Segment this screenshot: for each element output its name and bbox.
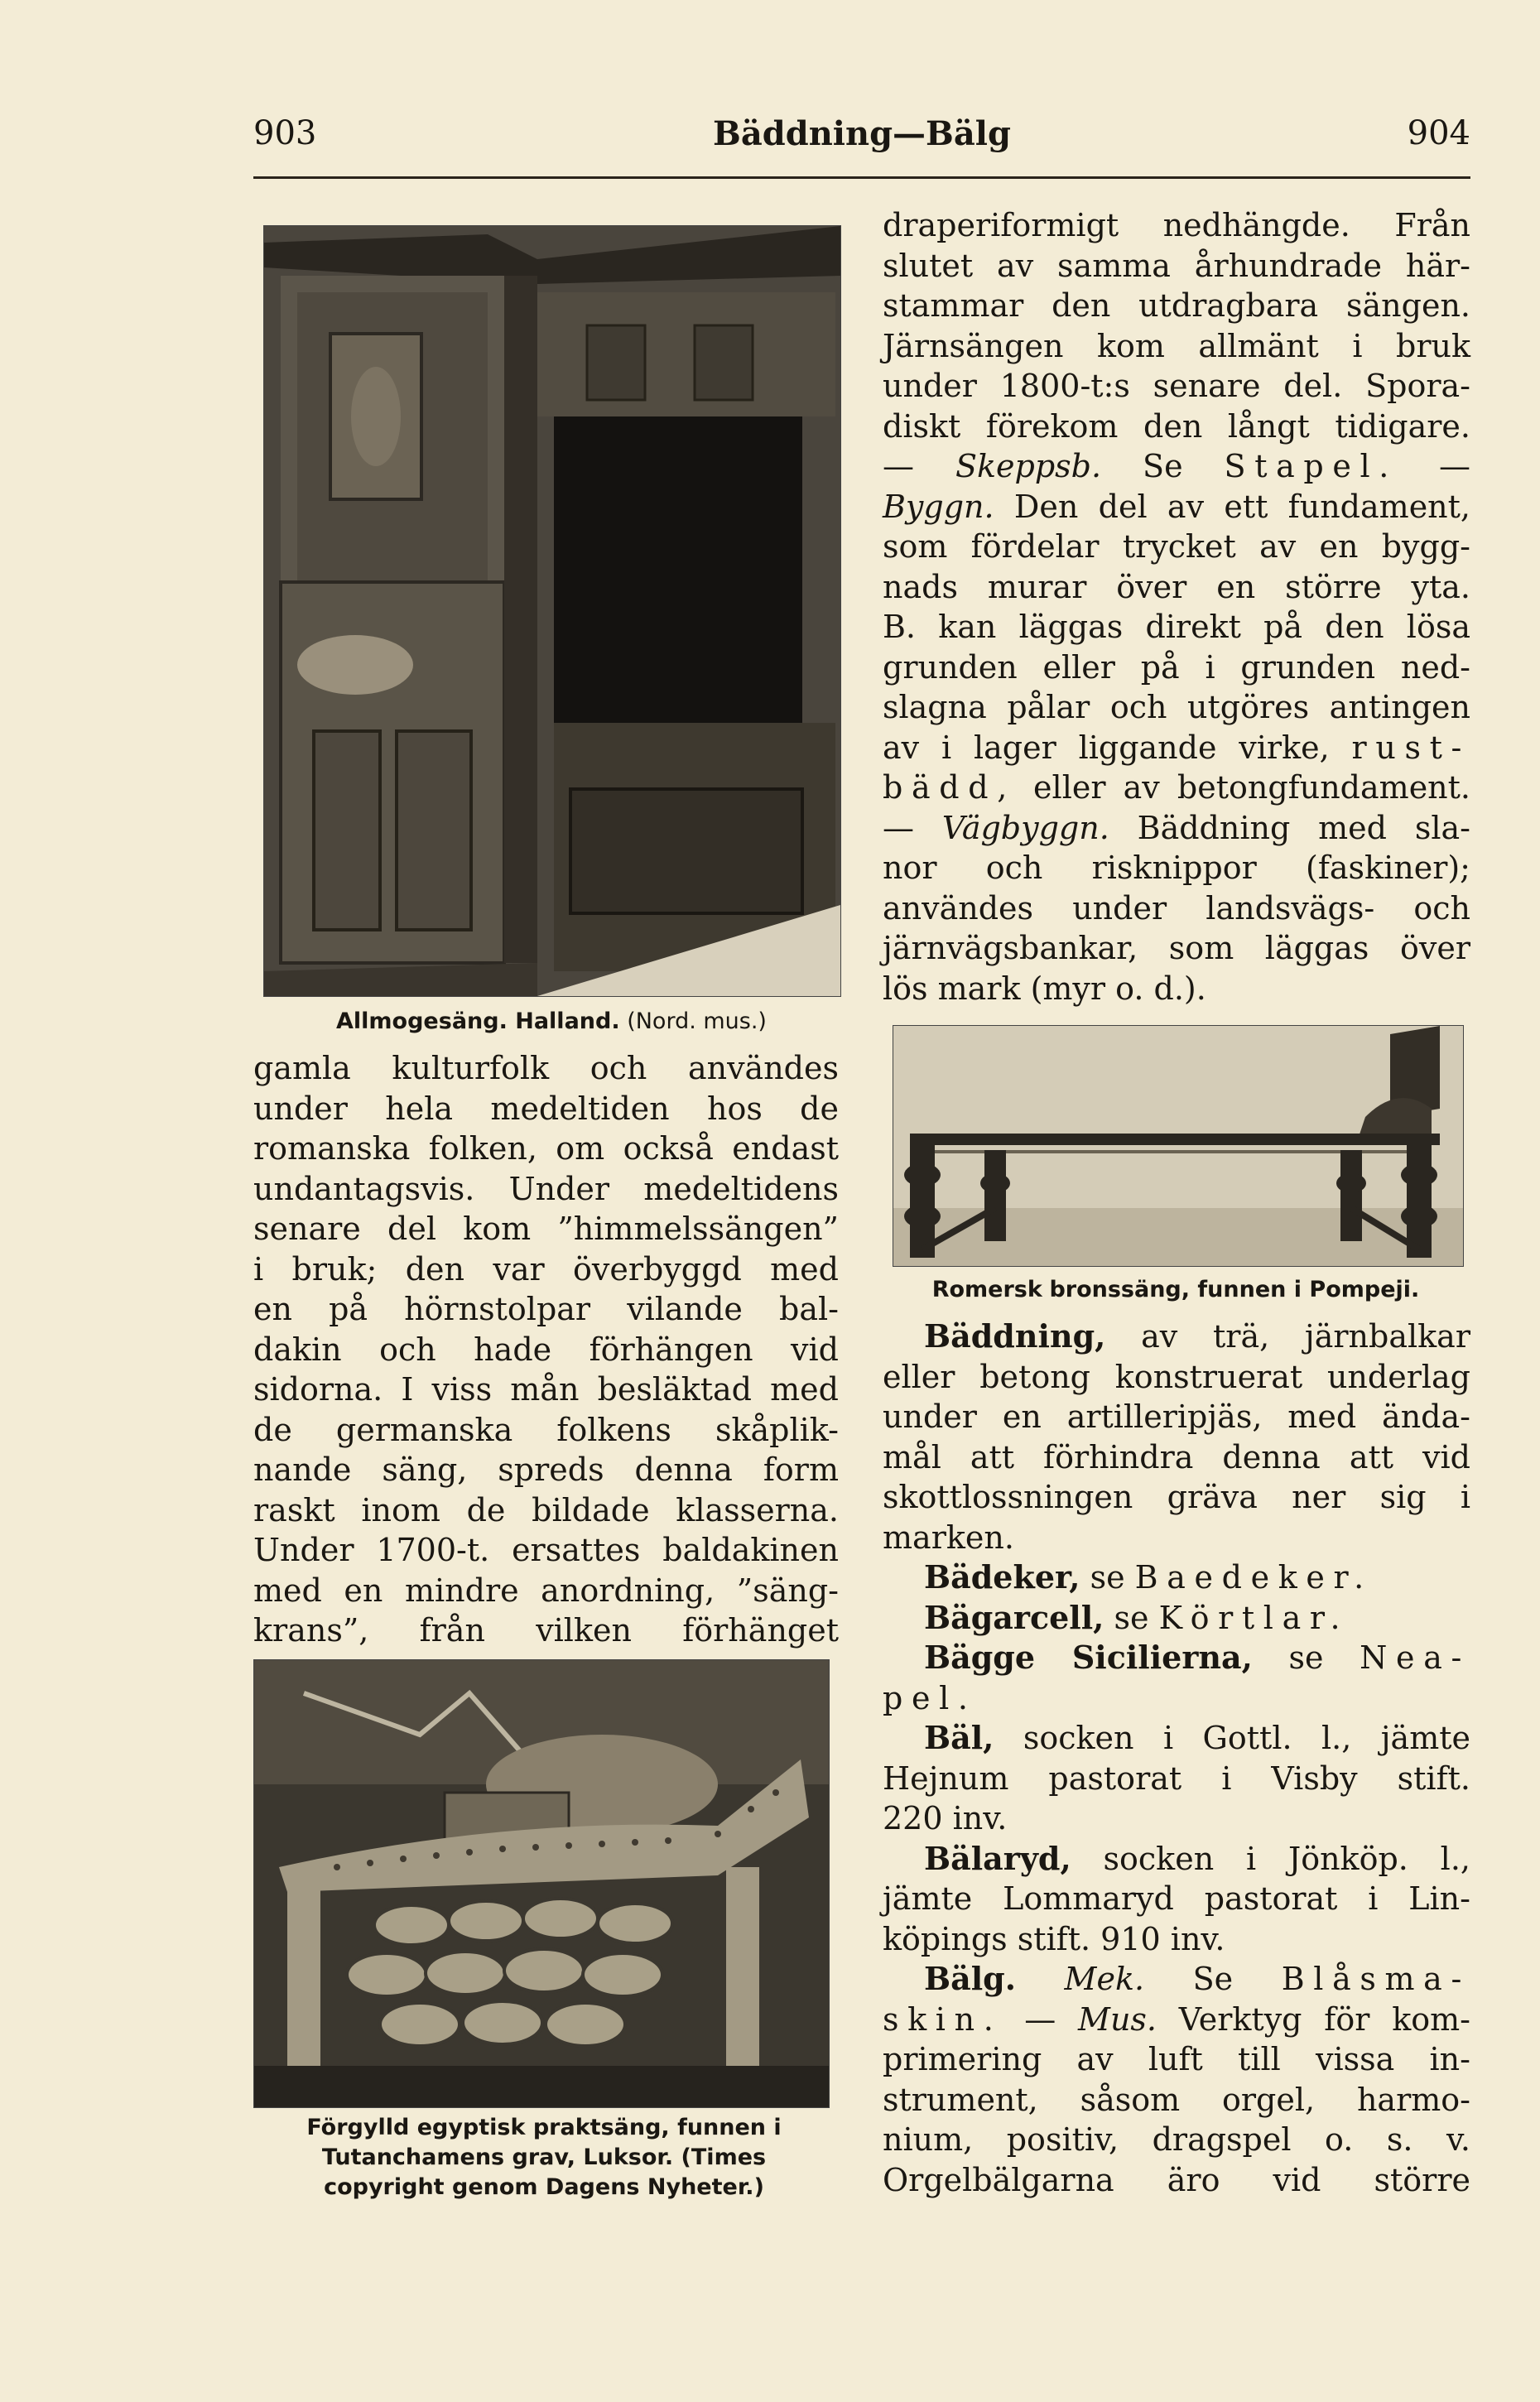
caption-egyptian-bed (248, 2113, 840, 2202)
headword-balg: Bälg. (924, 1960, 1016, 1997)
byggn-line-6: slagna pålar och utgöres antingen (883, 689, 1470, 725)
dash: — (1439, 448, 1470, 484)
headword-badeker: Bädeker, (924, 1558, 1080, 1596)
entry-text: socken i Gottl. l., jämte (994, 1720, 1470, 1756)
page-header (253, 114, 1470, 164)
left-line-10: de germanska folkens skåplik- (253, 1411, 839, 1448)
left-line-12: raskt inom de bildade klasserna. (253, 1491, 839, 1528)
abbr-byggn: Byggn. (883, 488, 994, 525)
cross-ref-blasmaskin: Blåsma- (1281, 1961, 1470, 1997)
entry-bagarcell (883, 1598, 1470, 1639)
vagbyggn-line-2: nor och risknippor (faskiner); (883, 850, 1470, 886)
entry-balaryd-line-1 (883, 1839, 1470, 1880)
page-number-left: 903 (253, 114, 317, 152)
entry-baddning-line-6: marken. (883, 1519, 1014, 1556)
caption-egyptian-line3: copyright genom Dagens Nyheter.) (324, 2174, 764, 2200)
cross-ref-rustbadd-end: bädd, (883, 769, 1016, 806)
entry-balg-line-4: strument, såsom orgel, harmo- (883, 2081, 1470, 2118)
entry-baddning-line-1 (883, 1317, 1470, 1357)
left-line-14: med en mindre anordning, ”säng- (253, 1572, 839, 1609)
cross-ref-blasmaskin-end: skin. (883, 2000, 1003, 2038)
cross-ref-baedeker: Baedeker. (1134, 1559, 1373, 1596)
left-line-1: gamla kulturfolk och användes (253, 1050, 839, 1086)
photo-egyptian-bed (253, 1659, 830, 2108)
dash: — (1024, 2000, 1056, 2038)
byggn-line-7 (883, 728, 1470, 768)
vagbyggn-text: Bäddning med sla- (1109, 809, 1470, 846)
byggn-line-1 (883, 487, 1470, 527)
see-word: se (1114, 1599, 1149, 1636)
entry-text: Verktyg för kom- (1157, 2000, 1470, 2038)
caption-roman-rest: bronssäng, funnen i Pompeji. (1049, 1277, 1420, 1302)
entry-bal-line-2: Hejnum pastorat i Visby stift. (883, 1759, 1470, 1797)
entry-balaryd-line-2: jämte Lommaryd pastorat i Lin- (883, 1880, 1470, 1917)
abbr-skeppsb: Skeppsb. (955, 448, 1102, 484)
see-word: Se (1143, 448, 1183, 484)
cupboard-bed-illustration (264, 226, 840, 996)
caption-allmogesang (263, 1007, 840, 1037)
caption-roman-bold: Romersk (931, 1277, 1042, 1302)
byggn-text: eller av betongfundament. (1015, 769, 1470, 806)
left-column-text (253, 1048, 839, 1651)
byggn-text: av i lager liggande virke, (883, 729, 1330, 766)
see-word: Se (1192, 1961, 1234, 1997)
cross-ref-stapel: Stapel. (1224, 448, 1398, 484)
see-word: se (1090, 1559, 1125, 1596)
right-line-3: stammar den utdragbara sängen. (883, 287, 1470, 324)
abbr-mus: Mus. (1078, 2000, 1157, 2038)
right-line-1: draperiformigt nedhängde. Från (883, 207, 1470, 243)
byggn-line-3: nads murar över en större yta. (883, 568, 1470, 605)
dash: — (883, 448, 914, 484)
running-title: Bäddning—Bälg (713, 114, 1011, 153)
right-column-top-text (883, 205, 1470, 1008)
left-line-11: nande säng, spreds denna form (253, 1451, 839, 1488)
caption-egyptian-line2: Tutanchamens grav, Luksor. (Times (321, 2144, 767, 2170)
entry-balg-line-3: primering av luft till vissa in- (883, 2041, 1470, 2077)
byggn-line-4: B. kan läggas direkt på den lösa (883, 609, 1470, 645)
headword-bagarcell: Bägarcell, (924, 1598, 1104, 1636)
abbr-vagbyggn: Vägbyggn. (941, 809, 1109, 846)
cross-ref-rustbadd: rust- (1351, 729, 1470, 766)
vagbyggn-line-3: användes under landsvägs- och (883, 889, 1470, 927)
left-line-9: sidorna. I viss mån besläktad med (253, 1371, 839, 1408)
left-line-2: under hela medeltiden hos de (253, 1090, 839, 1127)
vagbyggn-line-1 (883, 808, 1470, 849)
right-column-lower-text (883, 1317, 1470, 2200)
dash: — (883, 809, 914, 846)
photo-allmogesang (263, 225, 841, 997)
right-line-6: diskt förekom den långt tidigare. (883, 407, 1470, 445)
entry-badeker (883, 1557, 1470, 1598)
vagbyggn-line-4: järnvägsbankar, som läggas över (883, 930, 1470, 966)
headword-bal: Bäl, (924, 1719, 994, 1756)
headword-bagge: Bägge Sicilierna, (924, 1639, 1253, 1676)
roman-bed-illustration (893, 1026, 1463, 1266)
entry-baddning-line-3: under en artilleripjäs, med ända- (883, 1398, 1470, 1435)
entry-bal-line-1 (883, 1718, 1470, 1759)
page-number-right: 904 (1407, 114, 1470, 152)
left-line-13: Under 1700-t. ersattes baldakinen (253, 1532, 839, 1568)
caption-roman-bed (876, 1275, 1475, 1305)
photo-roman-bed (893, 1025, 1464, 1267)
headword-baddning: Bäddning, (924, 1317, 1106, 1355)
caption-allmogesang-bold: Allmogesäng. Halland. (336, 1008, 620, 1034)
byggn-text: Den del av ett fundament, (994, 488, 1470, 525)
entry-balg-line-5: nium, positiv, dragspel o. s. v. (883, 2121, 1470, 2158)
entry-baddning-line-2: eller betong konstruerat underlag (883, 1358, 1470, 1395)
left-line-8: dakin och hade förhängen vid (253, 1331, 839, 1368)
skeppsb-line (883, 446, 1470, 487)
header-rule (253, 176, 1470, 179)
entry-balaryd-line-3: köpings stift. 910 inv. (883, 1920, 1225, 1957)
right-line-4: Järnsängen kom allmänt i bruk (883, 327, 1470, 364)
right-line-5: under 1800-t:s senare del. Spora- (883, 368, 1470, 404)
left-line-4: undantagsvis. Under medeltidens (253, 1170, 839, 1207)
entry-baddning-line-4: mål att förhindra denna att vid (883, 1438, 1470, 1475)
abbr-mek: Mek. (1064, 1961, 1145, 1997)
byggn-line-8 (883, 768, 1470, 808)
entry-balg-line-6: Orgelbälgarna äro vid större (883, 2161, 1470, 2198)
entry-balg-line-2 (883, 2000, 1470, 2040)
entry-bagge-line-2: pel. (883, 1679, 977, 1716)
entry-balg-line-1 (883, 1959, 1470, 2000)
egyptian-bed-illustration (254, 1660, 829, 2107)
see-word: se (1288, 1639, 1324, 1676)
left-line-7: en på hörnstolpar vilande bal- (253, 1291, 839, 1327)
right-line-2: slutet av samma århundrade här- (883, 247, 1470, 284)
entry-baddning-line-5: skottlossningen gräva ner sig i (883, 1479, 1470, 1515)
entry-text: socken i Jönköp. l., (1071, 1840, 1470, 1877)
headword-balaryd: Bälaryd, (924, 1839, 1071, 1877)
left-line-3: romanska folken, om också endast (253, 1130, 839, 1167)
entry-bagge-line-1 (883, 1638, 1470, 1678)
entry-bal-line-3: 220 inv. (883, 1800, 1008, 1836)
left-line-6: i bruk; den var överbyggd med (253, 1250, 839, 1288)
left-line-15: krans”, från vilken förhänget (253, 1612, 839, 1649)
cross-ref-kortlar: Körtlar. (1158, 1599, 1350, 1636)
left-line-5: senare del kom ”himmelssängen” (253, 1211, 839, 1247)
caption-allmogesang-source: (Nord. mus.) (627, 1008, 767, 1034)
byggn-line-2: som fördelar trycket av en bygg- (883, 528, 1470, 565)
cross-ref-neapel: Nea- (1360, 1639, 1470, 1676)
vagbyggn-line-5: lös mark (myr o. d.). (883, 970, 1206, 1007)
byggn-line-5: grunden eller på i grunden ned- (883, 648, 1470, 686)
entry-text: av trä, järnbalkar (1105, 1318, 1470, 1355)
caption-egyptian-line1: Förgylld egyptisk praktsäng, funnen i (306, 2115, 782, 2140)
